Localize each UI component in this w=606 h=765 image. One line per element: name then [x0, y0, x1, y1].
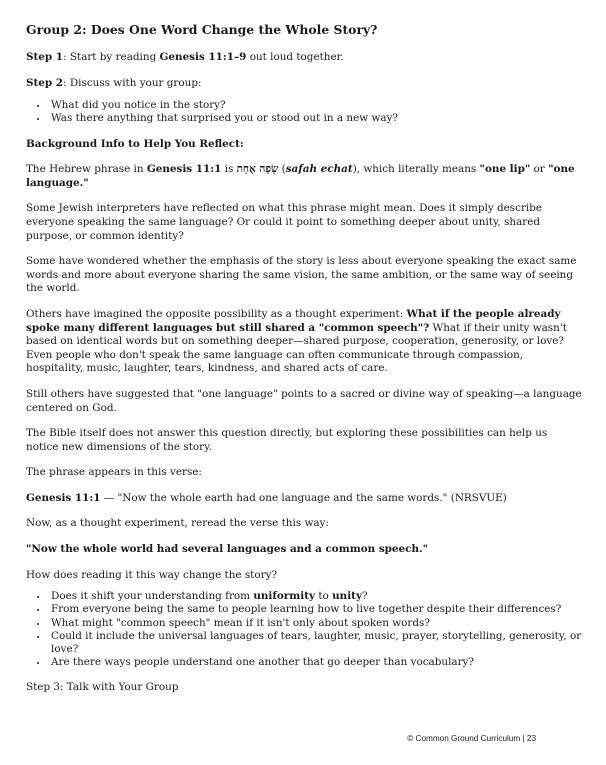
background-paragraph-6: The Bible itself does not answer this question directly, but exploring these possibilities can help us notice new dimensions of the story. [26, 427, 548, 453]
discussion-list [26, 99, 582, 125]
list-item: • Could it include the universal languages of tears, laughter, music, prayer, storytelling, generosity, or love? [48, 630, 582, 656]
verse-quote: Genesis 11:1 — "Now the whole earth had one language and the same words." (NRSVUE) [26, 491, 507, 504]
step-2: Step 2: Discuss with your group: [26, 76, 202, 89]
document-page [26, 22, 582, 707]
reflection-list [26, 590, 582, 669]
list-item: • What might "common speech" mean if it isn't only about spoken words? [48, 617, 582, 630]
background-paragraph-4: Others have imagined the opposite possibility as a thought experiment: What if the people already spoke many different languages but still shared a "common speech"? What if their unity wasn't based on identical words but on something deeper—shared purpose, cooperation, generosity, or love? Even people who don't speak the same language can often communicate through compassion, hospitality, music, laughter, tears, kindness, and shared acts of care. [26, 307, 567, 375]
page-title: Group 2: Does One Word Change the Whole Story? [26, 22, 378, 37]
page-footer: © Common Ground Curriculum | 23 [407, 734, 536, 743]
step-1: Step 1: Start by reading Genesis 11:1–9 out loud together. [26, 51, 344, 63]
background-paragraph-8: Now, as a thought experiment, reread the verse this way: [26, 517, 329, 530]
background-paragraph-7: The phrase appears in this verse: [26, 466, 202, 479]
list-item: • Does it shift your understanding from uniformity to unity? [48, 590, 582, 603]
scripture-ref: Genesis 11:1–9 [159, 51, 247, 63]
step-3: Step 3: Talk with Your Group [26, 681, 179, 694]
list-item: • From everyone being the same to people learning how to live together despite their differences? [48, 603, 582, 616]
hebrew-phrase: שָׂפָה אֶחָת [236, 163, 279, 176]
list-item: • What did you notice in the story? [48, 99, 582, 112]
list-item: • Are there ways people understand one another that go deeper than vocabulary? [48, 656, 582, 669]
transliteration: safah echat [285, 163, 353, 176]
background-paragraph-3: Some have wondered whether the emphasis of the story is less about everyone speaking the exact same words and more about everyone sharing the same vision, the same ambition, or the same way of seeing the world. [26, 255, 577, 295]
background-paragraph-5: Still others have suggested that "one language" points to a sacred or divine way of speaking—a language centered on God. [26, 387, 582, 414]
step-1-label: Step 1 [26, 51, 64, 63]
list-item: • Was there anything that surprised you or stood out in a new way? [48, 112, 582, 125]
background-heading: Background Info to Help You Reflect: [26, 137, 244, 150]
background-paragraph-9: How does reading it this way change the story? [26, 568, 278, 581]
reread-verse: "Now the whole world had several languages and a common speech." [26, 543, 429, 556]
background-paragraph-2: Some Jewish interpreters have reflected on what this phrase might mean. Does it simply describe everyone speaking the same language? Or could it point to something deeper about unity, shared purpose, or common identity? [26, 202, 543, 242]
background-paragraph-1: The Hebrew phrase in Genesis 11:1 is שָׂפָה אֶחָת (safah echat), which literally means "one lip" or "one language." [26, 163, 575, 189]
step-2-label: Step 2 [26, 76, 64, 89]
